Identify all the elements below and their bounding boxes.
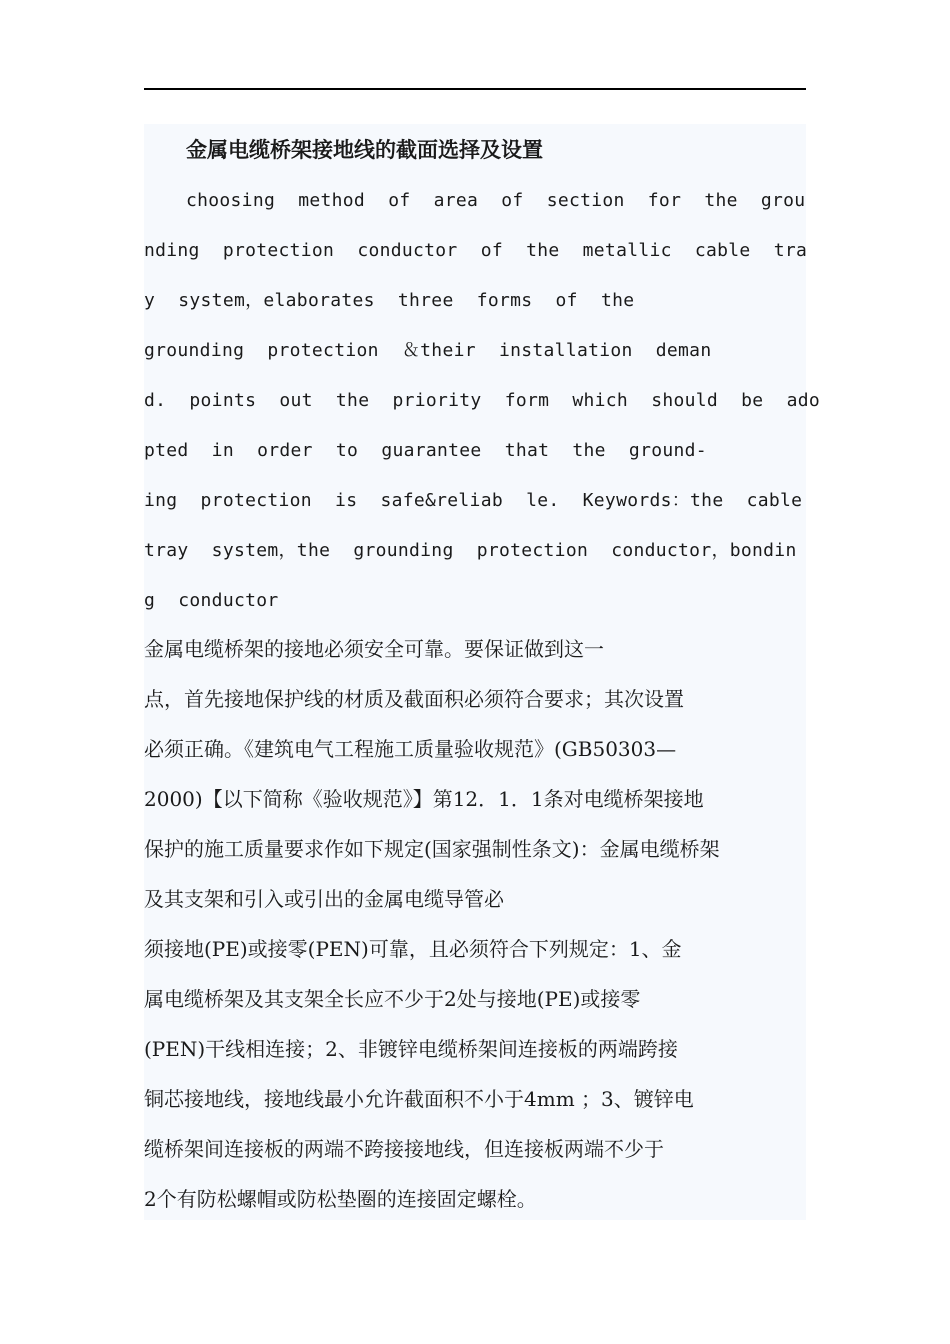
body-line: 属电缆桥架及其支架全长应不少于2处与接地(PE)或接零 (144, 987, 641, 1011)
body-line: 保护的施工质量要求作如下规定(国家强制性条文)：金属电缆桥架 (144, 837, 720, 861)
body-line: (PEN)干线相连接；2、非镀锌电缆桥架间连接板的两端跨接 (144, 1037, 678, 1061)
body-line: 须接地(PE)或接零(PEN)可靠，且必须符合下列规定：1、金 (144, 937, 682, 961)
top-rule (144, 88, 806, 90)
body-line: 缆桥架间连接板的两端不跨接接地线，但连接板两端不少于 (144, 1137, 664, 1161)
body-line: 及其支架和引入或引出的金属电缆导管必 (144, 887, 504, 911)
abstract-line: grounding protection ＆their installation deman (144, 340, 712, 361)
abstract-line: tray system，the grounding protection conductor，bondin (144, 540, 797, 561)
body-line: 点，首先接地保护线的材质及截面积必须符合要求；其次设置 (144, 687, 684, 711)
abstract-line: pted in order to guarantee that the ground- (144, 440, 707, 461)
abstract-line: ing protection is safe&reliab le. Keywords：the cable (144, 490, 803, 511)
body-line: 金属电缆桥架的接地必须安全可靠。要保证做到这一 (144, 637, 604, 661)
body-line: 铜芯接地线，接地线最小允许截面积不小于4mm ；3、镀锌电 (144, 1087, 694, 1111)
document-title: 金属电缆桥架接地线的截面选择及设置 (186, 137, 543, 162)
body-line: 2000)【以下简称《验收规范》】第12．1．1条对电缆桥架接地 (144, 787, 704, 811)
abstract-line: y system，elaborates three forms of the (144, 290, 635, 311)
abstract-line: g conductor (144, 590, 279, 611)
abstract-line: d. points out the priority form which should be ado (144, 390, 820, 411)
body-line: 2个有防松螺帽或防松垫圈的连接固定螺栓。 (144, 1187, 537, 1211)
abstract-line: choosing method of area of section for the grou (186, 190, 806, 211)
abstract-line: nding protection conductor of the metallic cable tra (144, 240, 808, 261)
body-line: 必须正确。《建筑电气工程施工质量验收规范》(GB50303— (144, 737, 677, 761)
